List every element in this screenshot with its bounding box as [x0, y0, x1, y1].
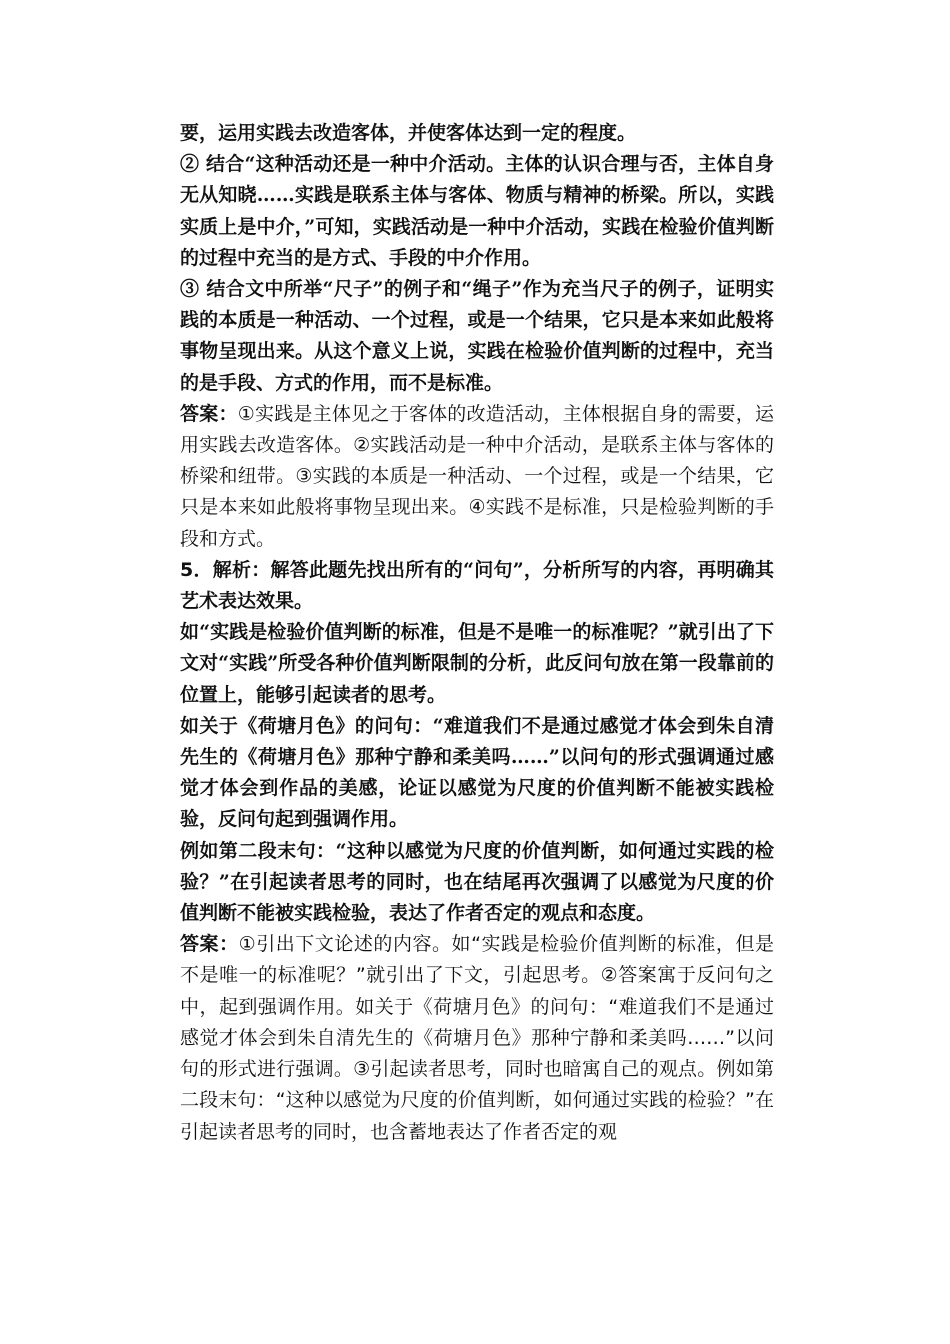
answer-text: ①实践是主体见之于客体的改造活动，主体根据自身的需要，运用实践去改造客体。②实践活动是一种中介活动，是联系主体与客体的桥梁和纽带。③实践的本质是一种活动、一个过程，或是一个结果，它只是本来如此般将事物呈现出来。④实践不是标准，只是检验判断的手段和方式。 — [180, 402, 774, 550]
answer-label: 答案： — [180, 402, 238, 425]
paragraph: ② 结合“这种活动还是一种中介活动。主体的认识合理与否，主体自身无从知晓……实践是联系主体与客体、物质与精神的桥梁。所以，实践实质上是中介，”可知，实践活动是一种中介活动，实践在检验价值判断的过程中充当的是方式、手段的中介作用。 — [180, 153, 774, 269]
answer-text: ①引出下文论述的内容。如“实践是检验价值判断的标准，但是不是唯一的标准呢？”就引出了下文，引起思考。②答案寓于反问句之中，起到强调作用。如关于《荷塘月色》的问句：“难道我们不是通过感觉才体会到朱自清先生的《荷塘月色》那种宁静和柔美吗……”以问句的形式进行强调。③引起读者思考，同时也暗寓自己的观点。例如第二段末句：“这种以感觉为尺度的价值判断，如何通过实践的检验？”在引起读者思考的同时，也含蓄地表达了作者否定的观 — [180, 933, 774, 1143]
paragraph: 如“实践是检验价值判断的标准，但是不是唯一的标准呢？”就引出了下文对“实践”所受各种价值判断限制的分析，此反问句放在第一段靠前的位置上，能够引起读者的思考。 — [180, 621, 774, 706]
answer-paragraph — [180, 399, 774, 555]
paragraph: 要，运用实践去改造客体，并使客体达到一定的程度。 — [180, 122, 637, 144]
paragraph: 例如第二段末句：“这种以感觉为尺度的价值判断，如何通过实践的检验？”在引起读者思考的同时，也在结尾再次强调了以感觉为尺度的价值判断不能被实践检验，表达了作者否定的观点和态度。 — [180, 839, 774, 925]
question-number: 5． — [180, 558, 213, 581]
answer-label: 答案： — [180, 933, 239, 956]
answer-paragraph — [180, 929, 774, 1147]
paragraph: ③ 结合文中所举“尺子”的例子和“绳子”作为充当尺子的例子，证明实践的本质是一种活动、一个过程，或是一个结果，它只是本来如此般将事物呈现出来。从这个意义上说，实践在检验价值判断的过程中，充当的是手段、方式的作用，而不是标准。 — [180, 278, 774, 394]
analysis-text: 解答此题先找出所有的“问句”，分析所写的内容，再明确其艺术表达效果。 — [180, 558, 774, 613]
paragraph: 如关于《荷塘月色》的问句：“难道我们不是通过感觉才体会到朱自清先生的《荷塘月色》那种宁静和柔美吗……”以问句的形式强调通过感觉才体会到作品的美感，论证以感觉为尺度的价值判断不能被实践检验，反问句起到强调作用。 — [180, 714, 774, 831]
analysis-label: 解析： — [212, 558, 271, 581]
question-paragraph — [180, 555, 774, 617]
document-page — [180, 118, 774, 1148]
